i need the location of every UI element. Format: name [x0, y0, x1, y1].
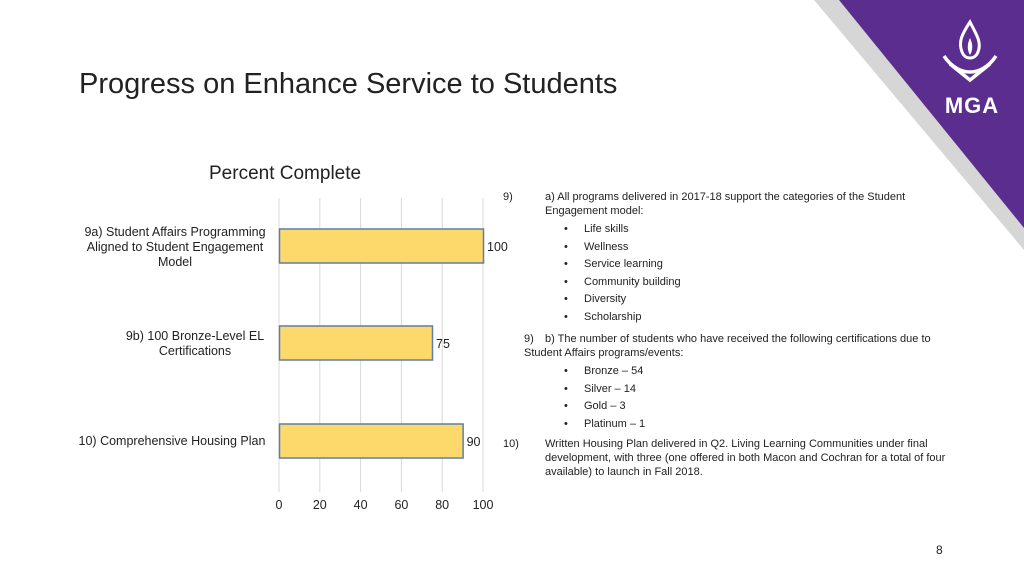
list-item: • Life skills — [524, 221, 954, 239]
data-label: 75 — [436, 337, 450, 351]
bullet-icon: • — [564, 223, 568, 235]
bullet-icon: • — [564, 258, 568, 270]
bullet-icon: • — [564, 275, 568, 288]
slide-title: Progress on Enhance Service to Students — [79, 68, 618, 100]
note-10-text: Written Housing Plan delivered in Q2. Living Learning Communities under final development, with three (one offered in both Macon and Cochran for a total of four available) to launch in Fall 2018. — [545, 438, 946, 478]
note-9b-number: 9) — [524, 333, 534, 345]
x-tick-label: 60 — [394, 498, 409, 512]
note-9a-list — [524, 221, 954, 326]
chart-title: Percent Complete — [209, 163, 362, 184]
list-item: • Service learning — [524, 256, 954, 274]
note-10-number: 10) — [503, 438, 519, 450]
bullet-icon: • — [564, 417, 568, 430]
bar-0 — [280, 229, 484, 263]
data-label: 100 — [487, 240, 508, 254]
note-9a — [503, 190, 954, 218]
bullet-icon: • — [564, 293, 568, 305]
list-item: • Platinum – 1 — [524, 416, 954, 434]
bullet-icon: • — [564, 400, 568, 412]
note-9a-text: a) All programs delivered in 2017-18 support the categories of the Student Engagement model: — [545, 191, 906, 217]
list-item: • Wellness — [524, 239, 954, 257]
x-tick-label: 100 — [472, 498, 494, 512]
bullet-icon: • — [564, 365, 568, 377]
note-9b — [524, 332, 954, 360]
list-item: • Community building — [524, 274, 954, 292]
note-9b-text: b) The number of students who have received the following certifications due to Student Affairs programs/events: — [524, 333, 931, 359]
note-10 — [503, 437, 954, 479]
bar-1 — [280, 326, 433, 360]
logo-text: MGA — [944, 93, 1000, 118]
list-item: • Gold – 3 — [524, 398, 954, 416]
x-tick-label: 40 — [353, 498, 368, 512]
x-tick-label: 20 — [312, 498, 327, 512]
x-tick-label: 80 — [435, 498, 450, 512]
list-item: • Scholarship — [524, 309, 954, 327]
note-9a-number: 9) — [503, 191, 513, 203]
category-label-9a: 9a) Student Affairs Programming Aligned to Student Engagement Model — [84, 225, 266, 269]
data-label: 90 — [466, 435, 481, 449]
list-item: • Bronze – 54 — [524, 363, 954, 381]
notes-panel — [503, 190, 954, 479]
list-item: • Diversity — [524, 291, 954, 309]
bullet-icon: • — [564, 382, 568, 395]
page-number: 8 — [936, 543, 943, 557]
bar-2 — [280, 424, 464, 458]
category-label-9b: 9b) 100 Bronze-Level EL Certifications — [125, 329, 265, 358]
category-label-10: 10) Comprehensive Housing Plan — [78, 434, 266, 448]
note-9b-list — [524, 363, 954, 433]
bullet-icon: • — [564, 240, 568, 253]
bullet-icon: • — [564, 310, 568, 323]
list-item: • Silver – 14 — [524, 381, 954, 399]
x-tick-label: 0 — [275, 498, 283, 512]
